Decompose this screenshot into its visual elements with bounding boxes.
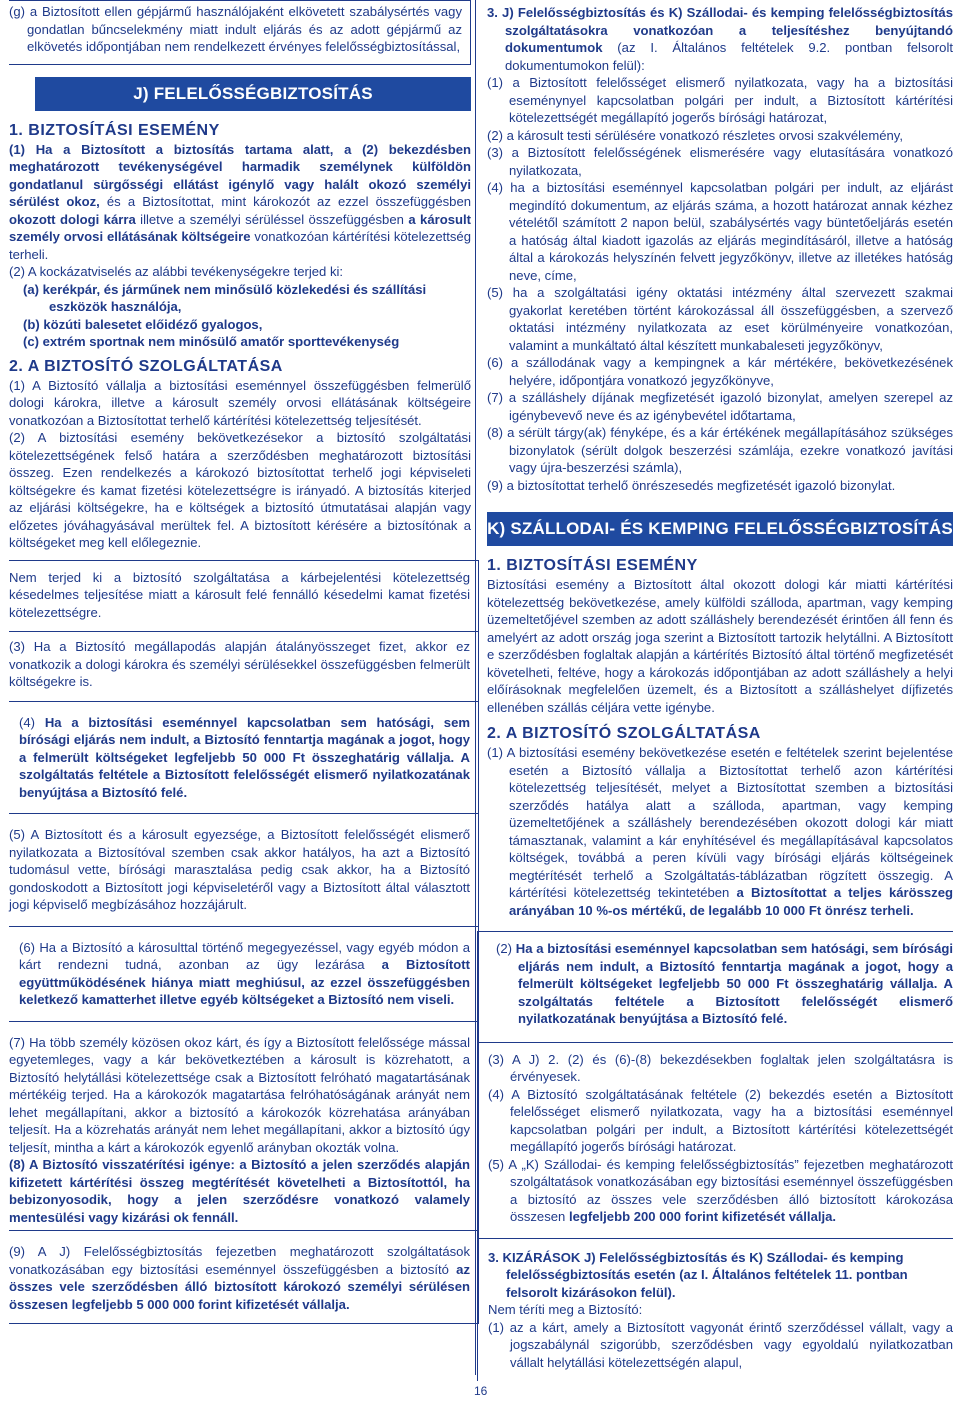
service-7-box	[9, 1022, 479, 1232]
heading-biztositasi-esemeny: 1. BIZTOSÍTÁSI ESEMÉNY	[9, 121, 220, 139]
service-3: (3) Ha a Biztosító megállapodás alapján átalányösszeget fizet, akkor ez vonatkozik a dologi károkra és személyi sérülésekkel összefüggésben felmerült költségekre is.	[9, 639, 470, 689]
heading-k-szolgaltatas: 2. A BIZTOSÍTÓ SZOLGÁLTATÁSA	[487, 725, 761, 742]
k-service-2: (2) Ha a biztosítási eseménnyel kapcsolatban sem hatósági, sem bírósági eljárás nem indult, a Biztosító fenntartja magának a jogot, hogy a felmerült költségeket legfeljebb 50 000 Ft összeghatárig vállalja. A szolgáltatás feltétele a Biztosított felelősségét elismerő nyilatkozatának benyújtása a Biztosító felé.	[496, 941, 954, 1026]
exclusion-1: (1) az a kárt, amely a Biztosított vagyonát érintő szerződéssel vállalt, vagy a jogszabálynál szigorúbb, szerződésben vagy egyoldalú nyilatkozatban vállalt helytállási kötelezettségén alapul,	[488, 1319, 953, 1370]
section-band-j: J) FELELŐSSÉGBIZTOSÍTÁS	[35, 77, 471, 111]
service-9: (9) A J) Felelősségbiztosítás fejezetben meghatározott szolgáltatások vonatkozásában egy biztosítási eseménnyel összefüggésben a biztosító az összes vele szerződésben álló biztosított károkozó személyi sérülésen összesen legfeljebb 5 000 000 forint kifizetését vállalja.	[9, 1244, 470, 1312]
documents-heading: 3. J) Felelősségbiztosítás és K) Szállodai- és kemping felelősségbiztosítás szolgáltatásokra vonatkozóan a teljesítéshez benyújtandó dokumentumok (az I. Általános feltételek 9.2. pontban felsorolt dokumentumokon felül):	[487, 5, 953, 73]
heading-biztosito-szolgaltatasa: 2. A BIZTOSÍTÓ SZOLGÁLTATÁSA	[9, 357, 283, 375]
k-service-5: (5) A „K) Szállodai- és kemping felelősségbiztosítás” fejezetben meghatározott szolgáltatások vonatkozásában egy biztosítási eseménnyel összefüggésben a biztosító az összes vele szerződésben álló biztosított károkozása összesen legfeljebb 200 000 forint kifizetését vállalja.	[488, 1156, 953, 1224]
k-event-text: Biztosítási esemény a Biztosított által okozott dologi kár miatti kártérítési kötelezettség bekövetkezése, amely külföldi szálloda, apartman, vagy kemping üzemeltetőjével szemben az adott szálláshely berendezését érintően áll fenn és amelyért az adott ország joga szerint a Biztosított tartozik helytállni. A Biztosított e szerződésben foglaltak alapján a kártérítés Biztosító által történő megfizetését követelheti, feltéve, hogy a károkozás időpontjában az adott szálláshely a helyi előírásoknak megfelelően üzemelt, és a Biztosított a szálláshelyet díjfizetés ellenében szállás céljára vette igénybe.	[487, 577, 953, 715]
service-3-box	[9, 632, 479, 702]
k-service-2-box	[477, 931, 953, 1042]
document-2: (2) a károsult testi sérülésére vonatkozó részletes orvosi szakvélemény,	[487, 127, 904, 143]
activity-b: (b) közúti balesetet előidéző gyalogos,	[23, 316, 263, 332]
section-band-k: K) SZÁLLODAI- ÉS KEMPING FELELŐSSÉGBIZTOSÍTÁS	[487, 512, 953, 546]
exclusion-box	[9, 560, 479, 633]
left-column	[9, 0, 471, 1324]
exclusions-box	[477, 1238, 953, 1382]
activity-c: (c) extrém sportnak nem minősülő amatőr sporttevékenység	[23, 334, 400, 349]
document-7: (7) a szálláshely díjának megfizetését igazoló bizonylat, amelyen szerepel az igénybevevő neve és az igénybevétel időtartama,	[487, 390, 953, 423]
k-service-3: (3) A J) 2. (2) és (6)-(8) bekezdésekben foglaltak jelen szolgáltatásra is érvényesek.	[488, 1051, 953, 1084]
intro-g-text: (g) a Biztosított ellen gépjármű használójaként elkövetett szabálysértés vagy gondatlan bűncselekmény miatt indult eljárás és az adott gépjármű az elkövetés időpontjában nem rendelkezett érvényes felelősségbiztosítással,	[9, 4, 462, 54]
service-5: (5) A Biztosított és a károsult egyezsége, a Biztosított felelősségét elismerő nyilatkozata a Biztosítóval szemben csak akkor hatályos, ha azt a Biztosító tudomásul vette, bírósági marasztalása pedig csak akkor, ha a Biztosító gondoskodott a Biztosított jogi képviseletéről vagy a Biztosított által választott jogi képviselő megbízásához hozzájárult.	[9, 827, 470, 912]
intro-box	[9, 0, 471, 65]
k-service-1: (1) A biztosítási esemény bekövetkezése esetén e feltételek szerint bejelentése esetén a Biztosító vállalja a Biztosítottat terhelő azon kártérítési kötelezettség teljesítését, melyet a Biztosítottat szemben a biztosítási szerződés hatálya alatt a szálloda, apartman, vagy kemping üzemeltetőjének a szálláshely berendezésében okozott dologi kár miatt támasztanak, valamint a kár enyhítésével és megállapításával kapcsolatos költségek, továbbá a peren kívüli vagy bírósági eljárás költségeinek megtérítését terhelő a Szolgáltatás-táblázatban rögzített összegig. A kártérítési kötelezettség tekintetében a Biztosítottat a teljes kárösszeg arányában 10 %-os mértékű, de legalább 10 000 Ft önrész terheli.	[487, 745, 953, 918]
service-6: (6) Ha a Biztosító a károsulttal történő megegyezéssel, vagy egyéb módon a kárt rendezni tudná, azonban az ügy lezárása a Biztosított együttműködésének hiánya miatt meghiúsul, az ezzel összefüggésben keletkező kamatterhet illetve egyéb költségeket a Biztosító nem viseli.	[19, 939, 470, 1007]
service-1: (1) A Biztosító vállalja a biztosítási eseménnyel összefüggésben felmerülő dologi károkra, illetve a károsult személy orvosi ellátásának költségeire vonatkozóan a Biztosítottat terhelő kártérítési kötelezettség teljesítését.	[9, 377, 471, 428]
service-4-box	[9, 702, 479, 815]
activity-a: (a) kerékpár, és járműnek nem minősülő közlekedési és szállítási eszközök használója,	[23, 281, 427, 314]
document-6: (6) a szállodának vagy a kempingnek a kár mértékére, bekövetkezésének helyére, időpontjára vonatkozó jegyzőkönyve,	[487, 355, 953, 388]
document-4: (4) ha a biztosítási eseménnyel kapcsolatban polgári per indult, az eljárást megindító dokumentum, az eljárás száma, a hozott határozat annak kézhez vételétől számított 2 napon belül, szabálysértés vagy büntetőeljárás esetén a hatóság által kiadott igazolás az eljárás megindításáról, illetve a hatóság által a károkozás helyszínén felvett jegyzőkönyv, illetve az illetékes hatóság neve, címe,	[487, 180, 953, 283]
document-8: (8) a sérült tárgy(ak) fényképe, és a kár értékének megállapításához szükséges bizonylatok (sérült dolgok beszerzési számlája, ezekre vonatkozó javítási vagy újra-beszerzési számla),	[487, 425, 953, 475]
service-box-text: Nem terjed ki a biztosító szolgáltatása a kárbejelentési kötelezettség késedelmes teljesítése miatt a károsult felé fennálló késedelmi kamat fizetési kötelezettségre.	[9, 569, 470, 620]
heading-k-esemeny: 1. BIZTOSÍTÁSI ESEMÉNY	[487, 557, 698, 574]
service-6-box	[9, 927, 479, 1022]
service-5-box	[9, 814, 479, 927]
service-2: (2) A biztosítási esemény bekövetkezésekor a biztosító szolgáltatási kötelezettségének felső határa a szerződésben meghatározott biztosítási összeg. Ezen rendelkezés a károkozó biztosítottat terhelő jogi képviseleti költségekre és kamat fizetési kötelezettségre is irányadó. A biztosítás kiterjed az eljárási költségekre, ha e költségek a biztosító útmutatásai alapján vagy előzetes jóváhagyásával merültek fel. A biztosított kérésére a biztosítónak a költségeket meg kell előlegeznie.	[9, 430, 471, 550]
exclusions-heading: 3. KIZÁRÁSOK J) Felelősségbiztosítás és K) Szállodai- és kemping felelősségbiztosítás esetén (az I. Általános feltételek 11. pontban felsorolt kizárásokon felül).	[488, 1249, 908, 1300]
page-number: 16	[474, 1384, 488, 1398]
document-9: (9) a biztosítottat terhelő önrészesedés megfizetését igazoló bizonylat.	[487, 477, 896, 493]
paragraph-1: (1) Ha a Biztosított a biztosítás tartama alatt, a (2) bekezdésben meghatározott tevékenységével harmadik személynek külföldön gondatlanul sürgősségi ellátást igénylő vagy halált okozó személyi sérülést okoz, és a Biztosítottat, mint károkozót az ezzel összefüggésben okozott dologi kárra illetve a személyi sérüléssel összefüggésben a károsult személy orvosi ellátásának költségeire vonatkozóan kártérítési kötelezettség terheli.	[9, 141, 472, 262]
service-9-box	[9, 1231, 479, 1324]
service-7: (7) Ha több személy közösen okoz kárt, és így a Biztosított felelőssége mással egyetemleges, vagy a kár bekövetkeztében a károsult is közrehatott, a Biztosító helytállási kötelezettsége csak a Biztosított felróható magatartásának mértékéig terjed. Ha a károkozók magatartása felróhatóságának arányát nem lehet megállapítani, akkor a biztosító a károkozók közrehatása arányában teljesít. Ha a közrehatás arányát nem lehet megállapítani, akkor a biztosító úgy teljesít, mintha a kárt a károkozók egyenlő arányban okozták volna.	[9, 1034, 470, 1155]
exclusions-intro: Nem téríti meg a Biztosító:	[488, 1302, 643, 1317]
service-4: (4) Ha a biztosítási eseménnyel kapcsolatban sem hatósági, sem bírósági eljárás nem indult, a Biztosító fenntartja magának a jogot, hogy a felmerült költségeket legfeljebb 50 000 Ft összeghatárig vállalja. A szolgáltatás feltétele a Biztosított felelősségét elismerő nyilatkozatának benyújtása a Biztosító felé.	[19, 714, 470, 800]
paragraph-2: (2) A kockázatviselés az alábbi tevékenységekre terjed ki:	[9, 264, 344, 279]
right-column	[487, 0, 953, 1381]
k-service-4: (4) A Biztosító szolgáltatásának feltétele (2) bekezdés esetén a Biztosított felelősséget elismerő nyilatkozata, vagy ha a biztosítási eseménnyel kapcsolatban polgári per indult, a Biztosított kártérítési kötelezettségét megállapító jogerős bírósági határozat.	[488, 1086, 953, 1154]
service-8: (8) A Biztosító visszatérítési igénye: a Biztosító a jelen szerződés alapján kifizetett kártérítési összeg megtérítését követelheti a Biztosítottól, ha bebizonyosodik, hogy a jelen szerződésre vonatkozó valamely mentesülési vagy kizárási ok fennáll.	[9, 1157, 470, 1225]
document-3: (3) a Biztosított felelősségének elismerésére vagy elutasítására vonatkozó nyilatkozata,	[487, 145, 953, 178]
document-5: (5) ha a szolgáltatási igény oktatási intézmény által szervezett szakmai gyakorlat keretében történt károkozással áll összefüggésben, a szervező oktatási intézmény nyilatkozata az eset körülményeire vonatkozóan, valamint a munkáltató által készített munkabaleseti jegyzőkönyv,	[487, 285, 953, 353]
k-service-3-5-box	[477, 1042, 953, 1238]
document-1: (1) a Biztosított felelősséget elismerő nyilatkozata, vagy ha a biztosítási eseménynyel kapcsolatban polgári per indult, a Biztosított kártérítési kötelezettségét megállapító jogerős bírósági határozat,	[487, 75, 953, 125]
